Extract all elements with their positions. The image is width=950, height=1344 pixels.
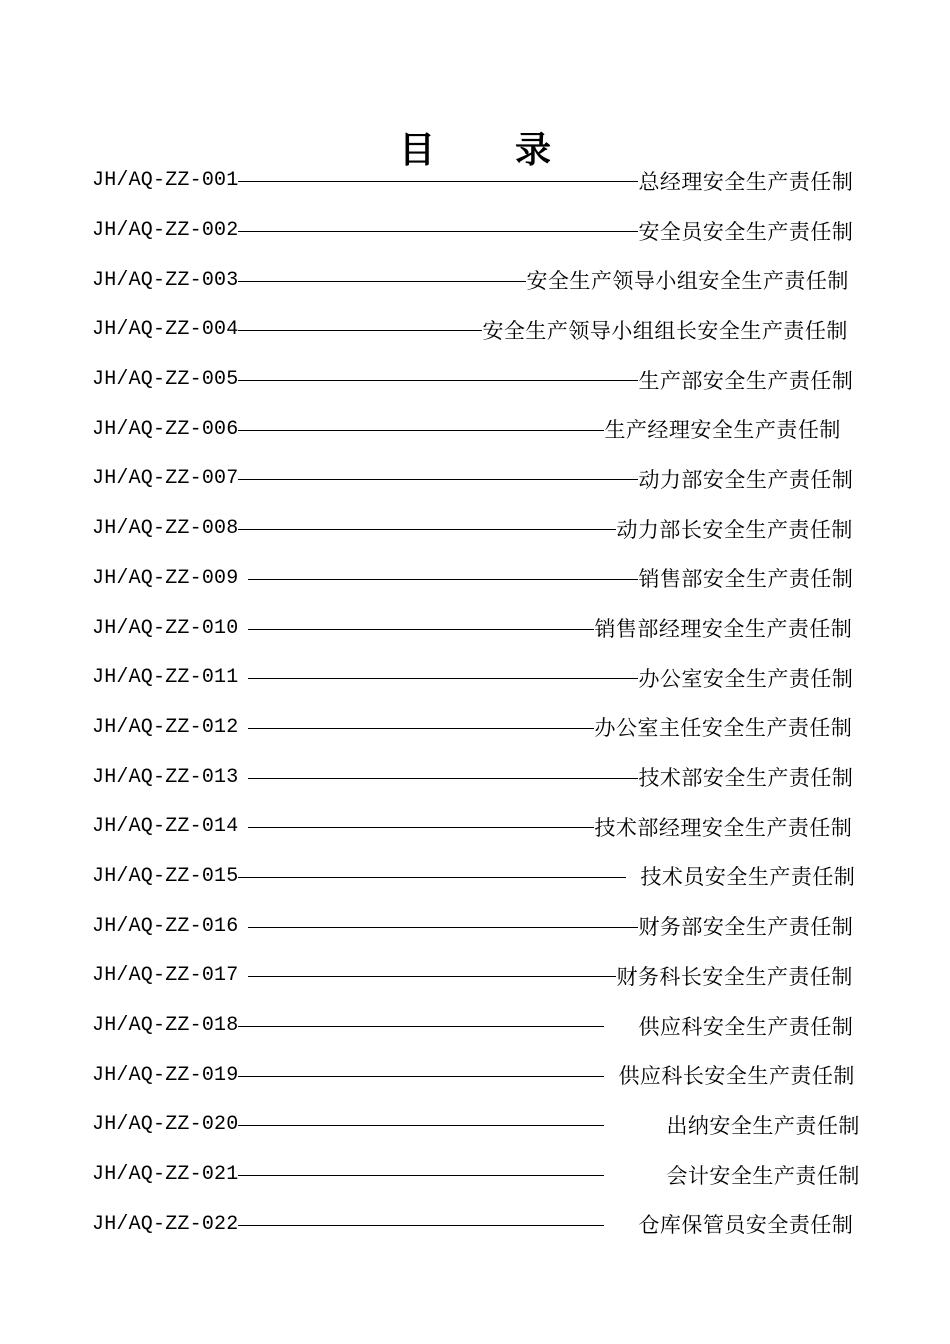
toc-entry-code: JH/AQ-ZZ-009 [92, 566, 239, 590]
toc-leader-line [248, 827, 594, 828]
page-title-part1: 目 [398, 129, 435, 172]
toc-leader-line [248, 778, 638, 779]
toc-entry-title: 动力部长安全生产责任制 [616, 517, 853, 542]
toc-leader-line [238, 877, 626, 878]
toc-entry-title: 财务科长安全生产责任制 [616, 964, 853, 989]
toc-leader-line [238, 281, 526, 282]
toc-leader-line [248, 976, 616, 977]
toc-entry-code: JH/AQ-ZZ-003 [92, 268, 239, 292]
toc-leader-line [238, 479, 638, 480]
toc-entry-code: JH/AQ-ZZ-014 [92, 815, 239, 839]
toc-entry [92, 305, 860, 355]
toc-entry-code: JH/AQ-ZZ-015 [92, 864, 239, 888]
toc-leader-line [248, 728, 594, 729]
toc-entry [92, 603, 860, 653]
toc-entry-title: 办公室主任安全生产责任制 [594, 716, 853, 741]
toc-entry [92, 1199, 860, 1249]
toc-entry [92, 206, 860, 256]
toc-entry [92, 355, 860, 405]
toc-leader-line [238, 380, 638, 381]
toc-entry-title: 办公室安全生产责任制 [638, 666, 854, 691]
toc-leader-line [238, 1125, 604, 1126]
toc-entry [92, 802, 860, 852]
toc-entry-code: JH/AQ-ZZ-022 [92, 1212, 239, 1236]
toc-entry-code: JH/AQ-ZZ-013 [92, 765, 239, 789]
toc-leader-line [238, 231, 638, 232]
toc-entry-title: 总经理安全生产责任制 [638, 169, 854, 194]
toc-entry [92, 554, 860, 604]
toc-entry-title: 安全生产领导小组安全生产责任制 [526, 269, 849, 294]
toc-entry-title: 安全员安全生产责任制 [638, 219, 854, 244]
toc-entry-title: 生产经理安全生产责任制 [604, 418, 841, 443]
toc-leader-line [248, 579, 638, 580]
toc-entry [92, 703, 860, 753]
toc-entry-code: JH/AQ-ZZ-018 [92, 1014, 239, 1038]
toc-entry [92, 752, 860, 802]
toc-entry-title: 供应科安全生产责任制 [638, 1014, 854, 1039]
toc-entry-code: JH/AQ-ZZ-021 [92, 1163, 239, 1187]
toc-entry [92, 454, 860, 504]
table-of-contents [92, 156, 860, 1249]
toc-leader-line [238, 1225, 604, 1226]
toc-entry-title: 生产部安全生产责任制 [638, 368, 854, 393]
toc-leader-line [238, 181, 638, 182]
toc-entry-title: 销售部安全生产责任制 [638, 567, 854, 592]
toc-leader-line [238, 1026, 604, 1027]
toc-entry-code: JH/AQ-ZZ-006 [92, 417, 239, 441]
toc-entry-code: JH/AQ-ZZ-007 [92, 467, 239, 491]
toc-entry [92, 156, 860, 206]
toc-entry-code: JH/AQ-ZZ-016 [92, 914, 239, 938]
toc-entry-title: 技术部经理安全生产责任制 [594, 815, 853, 840]
toc-entry-code: JH/AQ-ZZ-010 [92, 616, 239, 640]
toc-entry [92, 404, 860, 454]
toc-entry-title: 技术员安全生产责任制 [640, 865, 856, 890]
page-title-part2: 录 [515, 129, 552, 172]
toc-entry [92, 1150, 860, 1200]
toc-leader-line [248, 927, 638, 928]
toc-entry [92, 852, 860, 902]
toc-entry [92, 504, 860, 554]
toc-entry [92, 1100, 860, 1150]
toc-leader-line [238, 1175, 604, 1176]
toc-entry-title: 销售部经理安全生产责任制 [594, 617, 853, 642]
toc-entry-code: JH/AQ-ZZ-012 [92, 715, 239, 739]
toc-leader-line [248, 678, 638, 679]
toc-entry [92, 1001, 860, 1051]
toc-entry [92, 653, 860, 703]
toc-leader-line [248, 629, 594, 630]
toc-leader-line [238, 529, 616, 530]
toc-leader-line [238, 1076, 604, 1077]
toc-entry-code: JH/AQ-ZZ-019 [92, 1063, 239, 1087]
toc-entry-code: JH/AQ-ZZ-005 [92, 368, 239, 392]
toc-leader-line [238, 430, 604, 431]
toc-entry [92, 951, 860, 1001]
toc-entry-code: JH/AQ-ZZ-017 [92, 964, 239, 988]
toc-entry [92, 255, 860, 305]
toc-entry-title: 技术部安全生产责任制 [638, 766, 854, 791]
toc-entry-title: 供应科长安全生产责任制 [618, 1064, 855, 1089]
toc-entry-code: JH/AQ-ZZ-011 [92, 666, 239, 690]
toc-entry-title: 动力部安全生产责任制 [638, 467, 854, 492]
toc-entry-title: 会计安全生产责任制 [666, 1163, 860, 1188]
toc-entry [92, 901, 860, 951]
toc-entry-title: 财务部安全生产责任制 [638, 915, 854, 940]
toc-entry-code: JH/AQ-ZZ-020 [92, 1113, 239, 1137]
toc-entry-code: JH/AQ-ZZ-001 [92, 169, 239, 193]
toc-entry-code: JH/AQ-ZZ-004 [92, 318, 239, 342]
toc-entry-title: 出纳安全生产责任制 [666, 1113, 860, 1138]
toc-entry [92, 1050, 860, 1100]
toc-entry-title: 仓库保管员安全责任制 [638, 1213, 854, 1238]
toc-leader-line [238, 330, 482, 331]
toc-entry-code: JH/AQ-ZZ-002 [92, 219, 239, 243]
toc-entry-title: 安全生产领导小组组长安全生产责任制 [482, 318, 848, 343]
toc-entry-code: JH/AQ-ZZ-008 [92, 517, 239, 541]
